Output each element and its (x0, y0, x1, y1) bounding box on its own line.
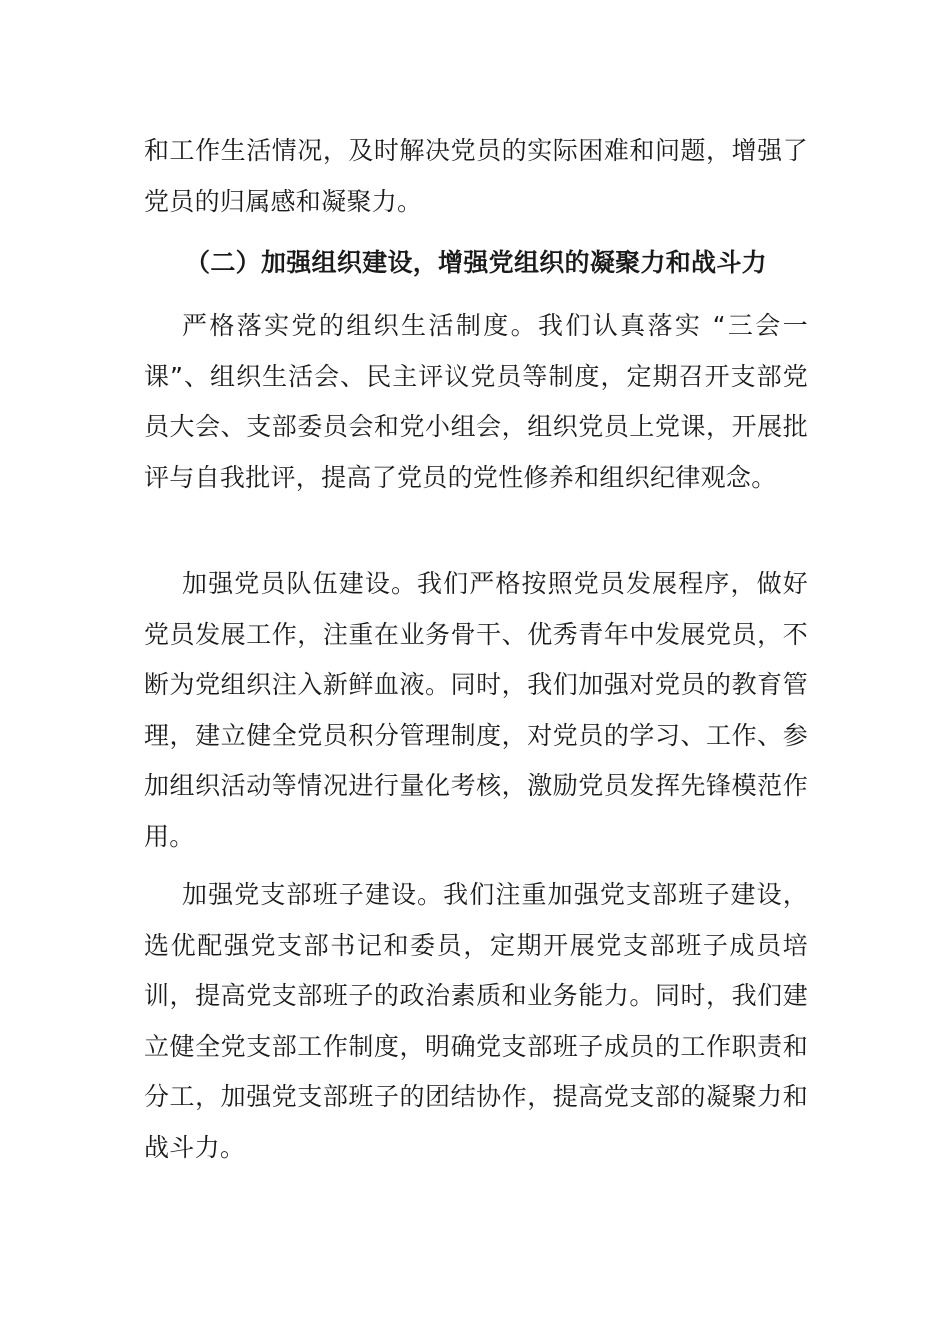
paragraph-organizational-life: 严格落实党的组织生活制度。我们认真落实 “三会一课”、组织生活会、民主评议党员等制度，定期召开支部党员大会、支部委员会和党小组会，组织党员上党课，开展批评与自我批评，提高了党员的党性修养和组织纪律观念。 (144, 311, 808, 492)
paragraph-branch-leadership-building: 加强党支部班子建设。我们注重加强党支部班子建设，选优配强党支部书记和委员，定期开展党支部班子成员培训，提高党支部班子的政治素质和业务能力。同时，我们建立健全党支部工作制度，明确党支部班子成员的工作职责和分工，加强党支部班子的团结协作，提高党支部的凝聚力和战斗力。 (144, 880, 808, 1162)
continuation-paragraph: 和工作生活情况，及时解决党员的实际困难和问题，增强了党员的归属感和凝聚力。 (144, 136, 808, 216)
section-heading: （二）加强组织建设，增强党组织的凝聚力和战斗力 (185, 248, 767, 277)
paragraph-member-team-building: 加强党员队伍建设。我们严格按照党员发展程序，做好党员发展工作，注重在业务骨干、优秀青年中发展党员，不断为党组织注入新鲜血液。同时，我们加强对党员的教育管理，建立健全党员积分管理制度，对党员的学习、工作、参加组织活动等情况进行量化考核，激励党员发挥先锋模范作用。 (144, 569, 808, 851)
